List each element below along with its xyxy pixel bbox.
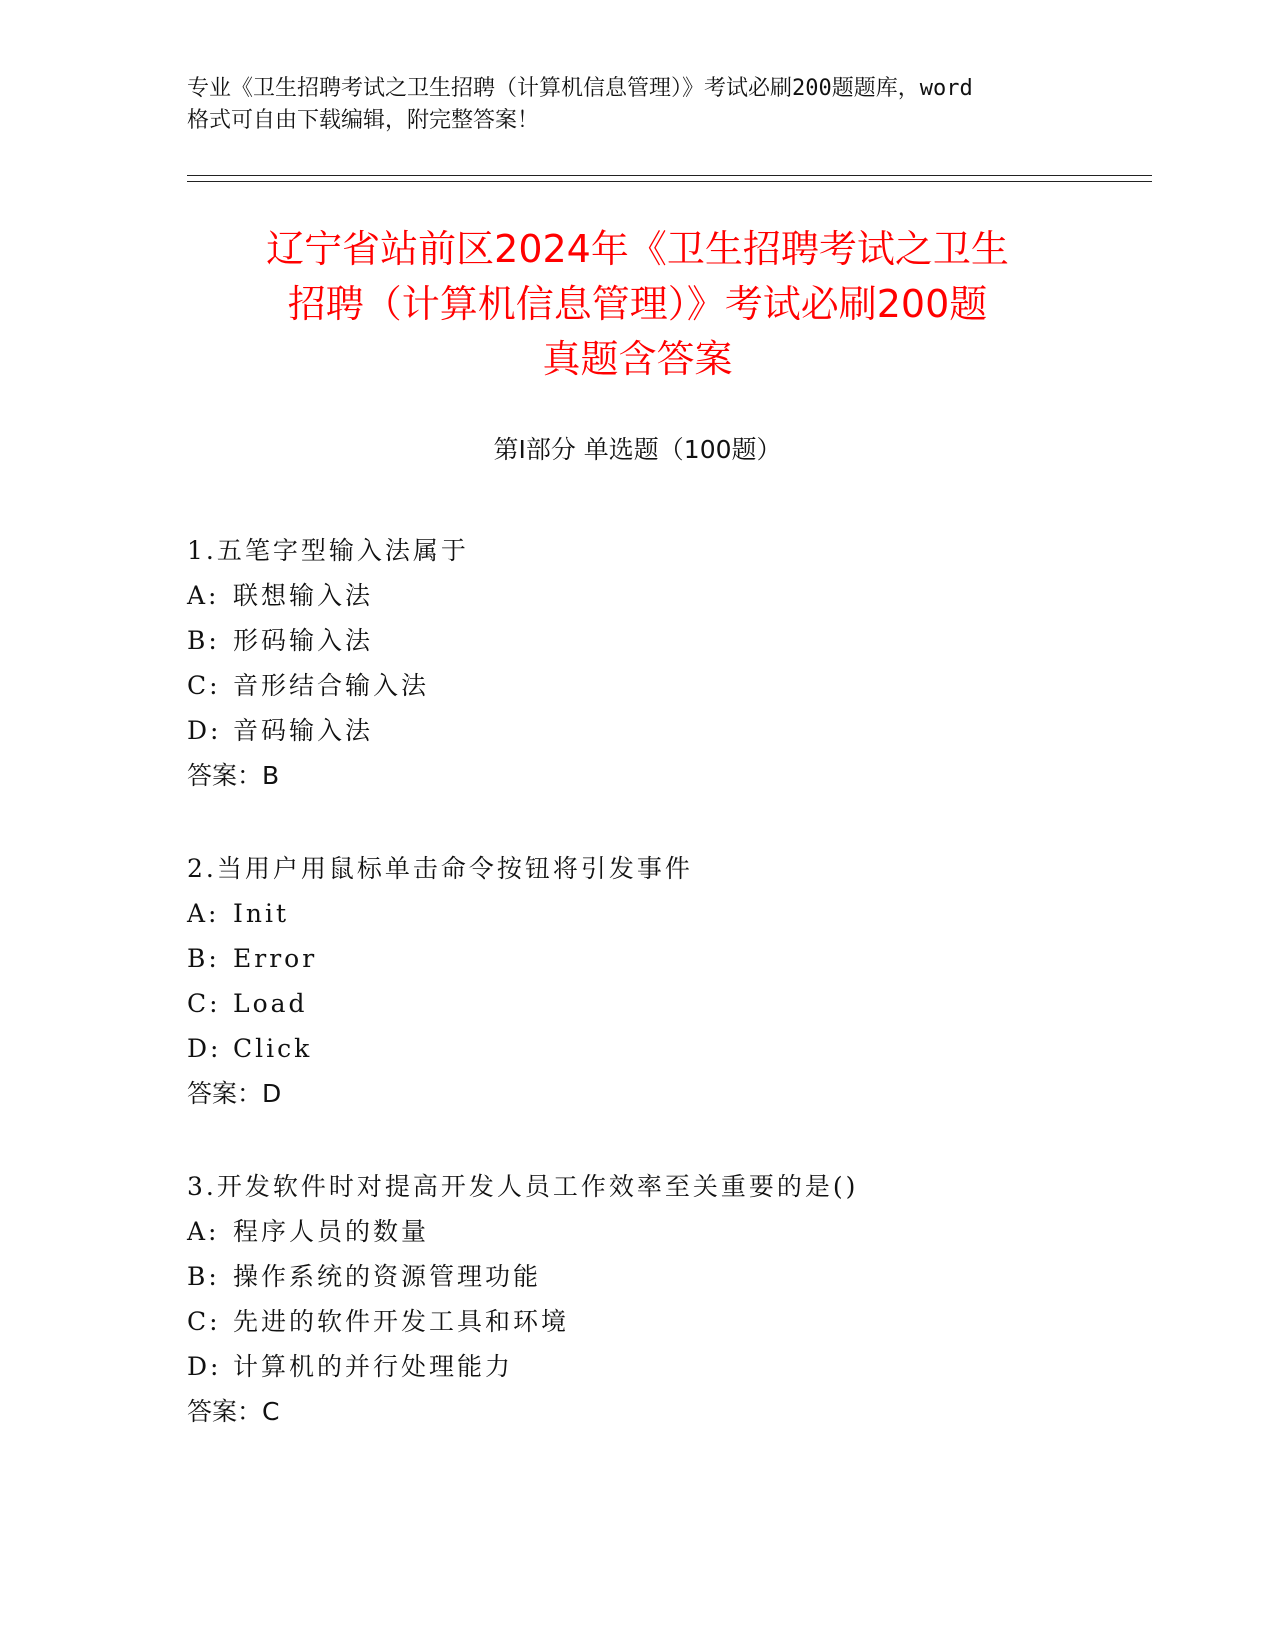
question-3 (187, 1164, 1137, 1482)
option-key: B: (187, 944, 220, 973)
option-text: Error (233, 944, 318, 973)
answer-line (187, 753, 1137, 798)
header-note-line-2: 格式可自由下载编辑，附完整答案！ (187, 108, 540, 133)
option-text: Load (233, 989, 308, 1018)
option-text: Click (233, 1034, 313, 1063)
option-key: C: (187, 989, 221, 1018)
option-c (187, 1299, 1137, 1344)
answer-value: C (262, 1397, 280, 1426)
option-d (187, 1344, 1137, 1389)
answer-value: B (262, 761, 280, 790)
document-title-line-2: 招聘（计算机信息管理）》考试必刷200题 (287, 282, 988, 326)
option-d (187, 708, 1137, 753)
option-key: C: (187, 671, 221, 700)
document-title-line-3: 真题含答案 (542, 337, 733, 381)
option-a (187, 891, 1137, 936)
option-text: 形码输入法 (233, 626, 374, 655)
header-divider-bottom (187, 181, 1152, 182)
option-c (187, 981, 1137, 1026)
option-a (187, 573, 1137, 618)
document-title (150, 222, 1125, 387)
option-d (187, 1026, 1137, 1071)
option-key: D: (187, 1034, 222, 1063)
question-stem: 3.开发软件时对提高开发人员工作效率至关重要的是() (187, 1172, 859, 1201)
question-list (187, 528, 1137, 1482)
option-b (187, 936, 1137, 981)
question-1 (187, 528, 1137, 846)
option-c (187, 663, 1137, 708)
option-a (187, 1209, 1137, 1254)
option-text: 程序人员的数量 (233, 1217, 430, 1246)
answer-label: 答案： (187, 1397, 263, 1426)
answer-value: D (262, 1079, 282, 1108)
option-key: A: (187, 1217, 220, 1246)
question-2 (187, 846, 1137, 1164)
option-key: B: (187, 626, 220, 655)
document-title-line-1: 辽宁省站前区2024年《卫生招聘考试之卫生 (266, 227, 1009, 271)
option-b (187, 618, 1137, 663)
header-divider-top (187, 175, 1152, 176)
option-text: 先进的软件开发工具和环境 (233, 1307, 570, 1336)
option-key: A: (187, 581, 220, 610)
option-key: D: (187, 1352, 222, 1381)
question-stem: 1.五笔字型输入法属于 (187, 536, 469, 565)
option-key: B: (187, 1262, 220, 1291)
option-text: 计算机的并行处理能力 (233, 1352, 514, 1381)
option-text: 音码输入法 (233, 716, 374, 745)
section-heading: 第Ⅰ部分 单选题（100题） (493, 435, 782, 464)
option-text: Init (233, 899, 290, 928)
option-text: 联想输入法 (233, 581, 374, 610)
option-key: A: (187, 899, 220, 928)
answer-label: 答案： (187, 1079, 263, 1108)
option-key: C: (187, 1307, 221, 1336)
header-note-line-1: 专业《卫生招聘考试之卫生招聘（计算机信息管理）》考试必刷200题题库，word (187, 76, 973, 101)
answer-label: 答案： (187, 761, 263, 790)
header-note (187, 73, 1087, 137)
option-text: 操作系统的资源管理功能 (233, 1262, 542, 1291)
option-b (187, 1254, 1137, 1299)
option-text: 音形结合输入法 (233, 671, 430, 700)
question-stem: 2.当用户用鼠标单击命令按钮将引发事件 (187, 854, 693, 883)
answer-line (187, 1071, 1137, 1116)
option-key: D: (187, 716, 222, 745)
answer-line (187, 1389, 1137, 1434)
